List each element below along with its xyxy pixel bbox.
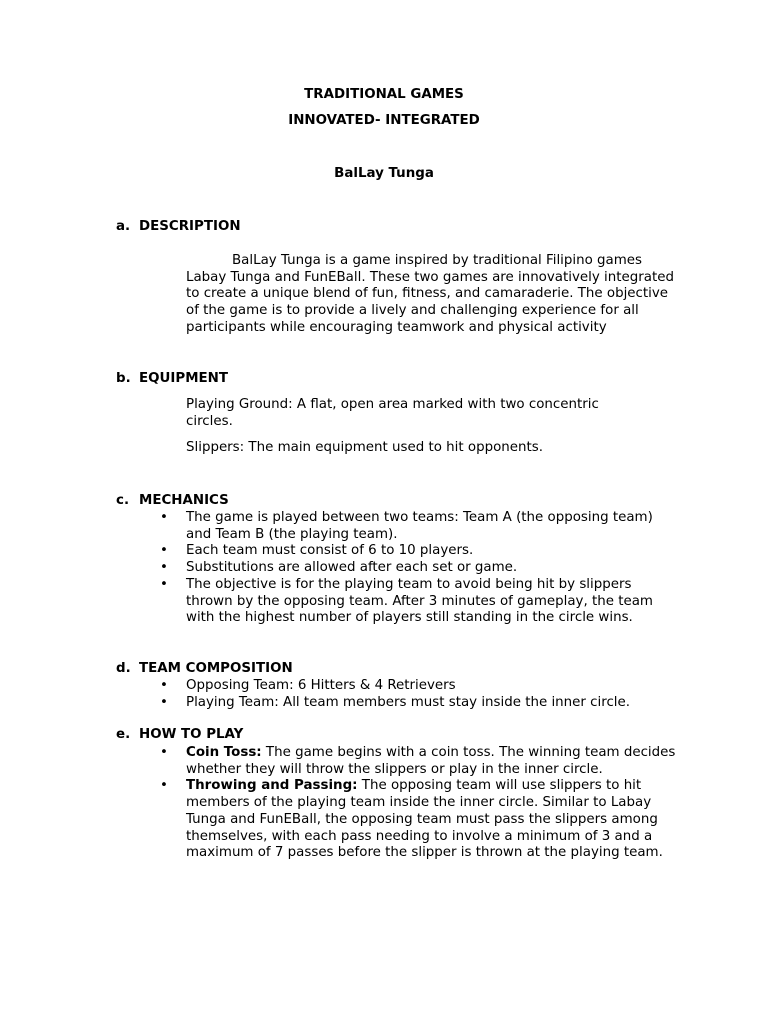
- list-item-text: The game is played between two teams: Team A (the opposing team) and Team B (the playing team).: [186, 510, 653, 542]
- list-item-text: Substitutions are allowed after each set or game.: [186, 560, 518, 576]
- section-title: HOW TO PLAY: [139, 727, 244, 742]
- list-item: [160, 560, 676, 577]
- description-text: BalLay Tunga is a game inspired by traditional Filipino games Labay Tunga and FunEBall. These two games are innovatively integrated to create a unique blend of fun, fitness, and camaraderie. The objective of the game is to provide a lively and challenging experience for all participants while encouraging teamwork and physical activity: [186, 253, 674, 335]
- bullet-icon: •: [160, 560, 168, 576]
- section-title: EQUIPMENT: [139, 371, 229, 386]
- bullet-icon: •: [160, 694, 168, 710]
- section-title: TEAM COMPOSITION: [139, 661, 293, 676]
- list-item: [160, 745, 676, 778]
- list-item: [160, 778, 676, 862]
- document-title: TRADITIONAL GAMES: [304, 87, 464, 102]
- list-item-label: Throwing and Passing:: [186, 778, 358, 794]
- equipment-item-playing-ground: Playing Ground: A flat, open area marked with two concentric circles.: [186, 397, 599, 429]
- section-letter: e.: [116, 727, 131, 742]
- bullet-icon: •: [160, 745, 168, 760]
- bullet-icon: •: [160, 778, 168, 794]
- list-item-text: The game begins with a coin toss. The winning team decides whether they will throw the slippers or play in the inner circle.: [186, 745, 676, 777]
- document-subtitle: INNOVATED- INTEGRATED: [288, 113, 480, 128]
- team-composition-list: [160, 678, 676, 711]
- list-item-text: Each team must consist of 6 to 10 players.: [186, 543, 474, 559]
- bullet-icon: •: [160, 543, 168, 559]
- list-item: [160, 543, 676, 560]
- list-item: [160, 510, 676, 543]
- section-title: DESCRIPTION: [139, 219, 241, 234]
- section-title: MECHANICS: [139, 493, 229, 508]
- list-item: [160, 576, 676, 627]
- bullet-icon: •: [160, 510, 168, 525]
- bullet-icon: •: [160, 678, 168, 693]
- list-item-text: Playing Team: All team members must stay inside the inner circle.: [186, 694, 631, 710]
- how-to-play-list: [160, 745, 676, 862]
- mechanics-list: [160, 510, 676, 627]
- list-item-label: Coin Toss:: [186, 745, 262, 760]
- bullet-icon: •: [160, 576, 168, 592]
- list-item-text: The objective is for the playing team to avoid being hit by slippers thrown by the opposing team. After 3 minutes of gameplay, the team with the highest number of players still standing in the circle wins.: [186, 576, 653, 626]
- section-letter: b.: [116, 371, 131, 386]
- game-name-heading: BalLay Tunga: [334, 166, 434, 181]
- list-item: [160, 678, 676, 695]
- equipment-item-slippers: Slippers: The main equipment used to hit opponents.: [186, 440, 543, 455]
- section-letter: c.: [116, 493, 130, 508]
- section-letter: d.: [116, 661, 131, 676]
- description-paragraph: [186, 253, 676, 337]
- list-item-text: Opposing Team: 6 Hitters & 4 Retrievers: [186, 678, 456, 693]
- section-letter: a.: [116, 219, 131, 234]
- list-item: [160, 694, 676, 712]
- list-item-text: The opposing team will use slippers to hit members of the playing team inside the inner circle. Similar to Labay Tunga and FunEBall, the opposing team must pass the slippers among themselves, with each pass needing to involve a minimum of 3 and a maximum of 7 passes before the slipper is thrown at the playing team.: [186, 778, 663, 861]
